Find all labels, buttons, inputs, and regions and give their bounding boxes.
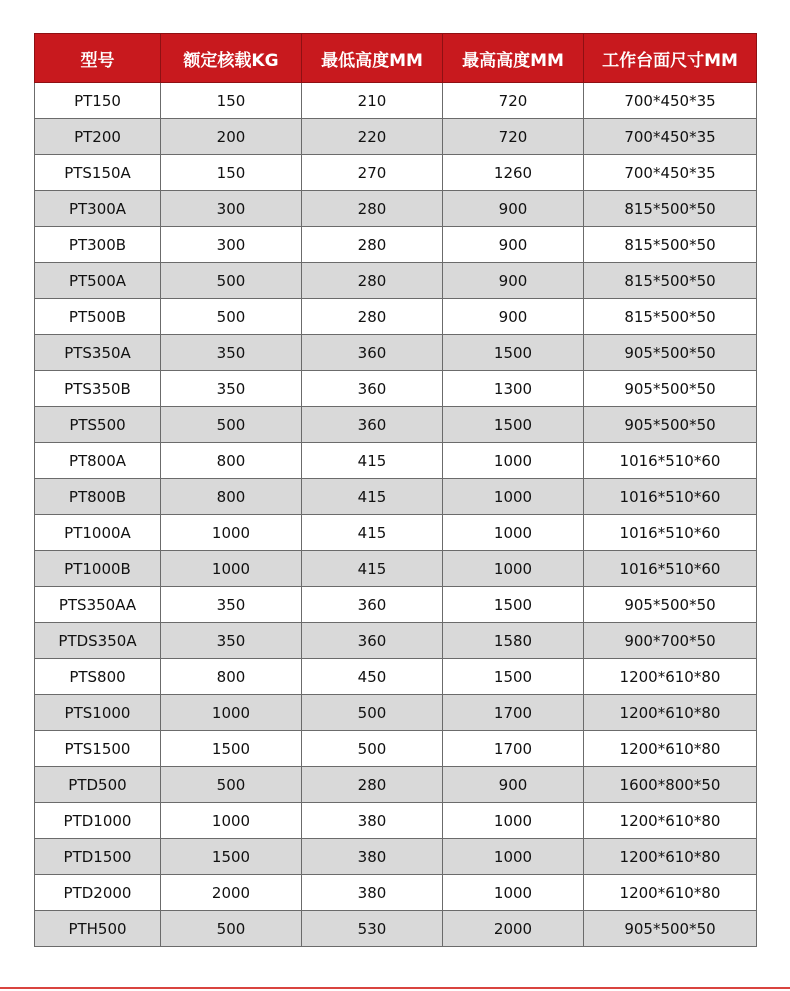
cell-min-height: 270 xyxy=(302,155,443,191)
cell-min-height: 380 xyxy=(302,803,443,839)
cell-model: PT800B xyxy=(35,479,161,515)
cell-min-height: 415 xyxy=(302,443,443,479)
cell-max-height: 1000 xyxy=(443,443,584,479)
cell-min-height: 280 xyxy=(302,191,443,227)
table-row xyxy=(35,155,757,191)
cell-rated-load: 500 xyxy=(161,767,302,803)
cell-model: PTS500 xyxy=(35,407,161,443)
cell-max-height: 1000 xyxy=(443,803,584,839)
cell-max-height: 1580 xyxy=(443,623,584,659)
cell-max-height: 900 xyxy=(443,767,584,803)
cell-max-height: 1500 xyxy=(443,407,584,443)
cell-model: PTDS350A xyxy=(35,623,161,659)
cell-rated-load: 500 xyxy=(161,263,302,299)
cell-platform-size: 1200*610*80 xyxy=(584,803,757,839)
cell-model: PTS1000 xyxy=(35,695,161,731)
cell-platform-size: 815*500*50 xyxy=(584,227,757,263)
table-body xyxy=(35,83,757,947)
table-header xyxy=(35,34,757,83)
cell-model: PT500B xyxy=(35,299,161,335)
cell-model: PT200 xyxy=(35,119,161,155)
cell-max-height: 720 xyxy=(443,119,584,155)
cell-max-height: 1000 xyxy=(443,839,584,875)
cell-min-height: 530 xyxy=(302,911,443,947)
cell-platform-size: 905*500*50 xyxy=(584,407,757,443)
cell-rated-load: 800 xyxy=(161,659,302,695)
header-rated-load: 额定核载KG xyxy=(161,34,302,83)
cell-platform-size: 815*500*50 xyxy=(584,263,757,299)
cell-max-height: 900 xyxy=(443,227,584,263)
cell-rated-load: 150 xyxy=(161,155,302,191)
table-row xyxy=(35,335,757,371)
cell-rated-load: 300 xyxy=(161,227,302,263)
table-row xyxy=(35,911,757,947)
cell-min-height: 450 xyxy=(302,659,443,695)
cell-platform-size: 1016*510*60 xyxy=(584,515,757,551)
cell-model: PTS800 xyxy=(35,659,161,695)
cell-platform-size: 700*450*35 xyxy=(584,83,757,119)
cell-model: PTD2000 xyxy=(35,875,161,911)
cell-max-height: 1000 xyxy=(443,875,584,911)
cell-rated-load: 1000 xyxy=(161,803,302,839)
cell-rated-load: 500 xyxy=(161,407,302,443)
cell-model: PT800A xyxy=(35,443,161,479)
table-row xyxy=(35,551,757,587)
cell-max-height: 2000 xyxy=(443,911,584,947)
table-row xyxy=(35,623,757,659)
cell-rated-load: 350 xyxy=(161,587,302,623)
cell-model: PT300B xyxy=(35,227,161,263)
table-row xyxy=(35,587,757,623)
cell-model: PT500A xyxy=(35,263,161,299)
cell-max-height: 1260 xyxy=(443,155,584,191)
cell-platform-size: 700*450*35 xyxy=(584,155,757,191)
table-row xyxy=(35,515,757,551)
cell-platform-size: 815*500*50 xyxy=(584,191,757,227)
table-row xyxy=(35,443,757,479)
cell-platform-size: 700*450*35 xyxy=(584,119,757,155)
cell-max-height: 1000 xyxy=(443,551,584,587)
cell-min-height: 220 xyxy=(302,119,443,155)
cell-model: PTS150A xyxy=(35,155,161,191)
cell-platform-size: 1016*510*60 xyxy=(584,551,757,587)
cell-platform-size: 1200*610*80 xyxy=(584,659,757,695)
cell-platform-size: 905*500*50 xyxy=(584,911,757,947)
cell-max-height: 1500 xyxy=(443,587,584,623)
spec-table xyxy=(34,33,757,947)
cell-platform-size: 1016*510*60 xyxy=(584,479,757,515)
cell-min-height: 360 xyxy=(302,371,443,407)
cell-platform-size: 900*700*50 xyxy=(584,623,757,659)
cell-rated-load: 300 xyxy=(161,191,302,227)
table-row xyxy=(35,83,757,119)
cell-rated-load: 800 xyxy=(161,479,302,515)
cell-model: PT300A xyxy=(35,191,161,227)
cell-rated-load: 1000 xyxy=(161,515,302,551)
cell-model: PTS1500 xyxy=(35,731,161,767)
table-row xyxy=(35,263,757,299)
table-row xyxy=(35,227,757,263)
cell-max-height: 900 xyxy=(443,191,584,227)
table-row xyxy=(35,875,757,911)
table-row xyxy=(35,731,757,767)
cell-model: PTS350AA xyxy=(35,587,161,623)
cell-max-height: 1300 xyxy=(443,371,584,407)
cell-platform-size: 1200*610*80 xyxy=(584,731,757,767)
cell-min-height: 360 xyxy=(302,623,443,659)
cell-platform-size: 1600*800*50 xyxy=(584,767,757,803)
cell-min-height: 280 xyxy=(302,263,443,299)
cell-model: PT1000B xyxy=(35,551,161,587)
cell-max-height: 900 xyxy=(443,263,584,299)
cell-min-height: 415 xyxy=(302,479,443,515)
cell-min-height: 380 xyxy=(302,875,443,911)
cell-platform-size: 1200*610*80 xyxy=(584,875,757,911)
cell-rated-load: 1000 xyxy=(161,551,302,587)
table-row xyxy=(35,839,757,875)
cell-min-height: 210 xyxy=(302,83,443,119)
header-min-height: 最低高度MM xyxy=(302,34,443,83)
cell-min-height: 280 xyxy=(302,767,443,803)
header-row xyxy=(35,34,757,83)
cell-platform-size: 1200*610*80 xyxy=(584,839,757,875)
cell-min-height: 280 xyxy=(302,299,443,335)
table-row xyxy=(35,119,757,155)
cell-min-height: 280 xyxy=(302,227,443,263)
cell-min-height: 415 xyxy=(302,515,443,551)
cell-platform-size: 905*500*50 xyxy=(584,371,757,407)
cell-rated-load: 800 xyxy=(161,443,302,479)
cell-model: PT150 xyxy=(35,83,161,119)
cell-max-height: 1000 xyxy=(443,479,584,515)
table-row xyxy=(35,371,757,407)
cell-rated-load: 150 xyxy=(161,83,302,119)
cell-max-height: 1700 xyxy=(443,695,584,731)
cell-max-height: 1500 xyxy=(443,335,584,371)
cell-min-height: 360 xyxy=(302,587,443,623)
cell-min-height: 500 xyxy=(302,695,443,731)
cell-platform-size: 1016*510*60 xyxy=(584,443,757,479)
table-row xyxy=(35,407,757,443)
cell-rated-load: 350 xyxy=(161,623,302,659)
table-row xyxy=(35,695,757,731)
cell-rated-load: 350 xyxy=(161,371,302,407)
cell-platform-size: 905*500*50 xyxy=(584,587,757,623)
cell-min-height: 380 xyxy=(302,839,443,875)
cell-platform-size: 905*500*50 xyxy=(584,335,757,371)
cell-max-height: 1000 xyxy=(443,515,584,551)
footer-divider xyxy=(0,987,790,989)
cell-max-height: 1700 xyxy=(443,731,584,767)
cell-min-height: 360 xyxy=(302,407,443,443)
table-row xyxy=(35,299,757,335)
cell-rated-load: 1000 xyxy=(161,695,302,731)
table-row xyxy=(35,803,757,839)
cell-model: PTS350A xyxy=(35,335,161,371)
cell-max-height: 1500 xyxy=(443,659,584,695)
cell-model: PTS350B xyxy=(35,371,161,407)
cell-min-height: 415 xyxy=(302,551,443,587)
cell-rated-load: 1500 xyxy=(161,839,302,875)
cell-rated-load: 500 xyxy=(161,299,302,335)
table-row xyxy=(35,191,757,227)
header-platform-size: 工作台面尺寸MM xyxy=(584,34,757,83)
cell-model: PT1000A xyxy=(35,515,161,551)
cell-rated-load: 1500 xyxy=(161,731,302,767)
header-model: 型号 xyxy=(35,34,161,83)
cell-min-height: 500 xyxy=(302,731,443,767)
cell-platform-size: 1200*610*80 xyxy=(584,695,757,731)
cell-rated-load: 350 xyxy=(161,335,302,371)
cell-model: PTD500 xyxy=(35,767,161,803)
cell-rated-load: 200 xyxy=(161,119,302,155)
cell-max-height: 900 xyxy=(443,299,584,335)
cell-min-height: 360 xyxy=(302,335,443,371)
cell-model: PTH500 xyxy=(35,911,161,947)
table-row xyxy=(35,479,757,515)
cell-model: PTD1000 xyxy=(35,803,161,839)
cell-rated-load: 2000 xyxy=(161,875,302,911)
header-max-height: 最高高度MM xyxy=(443,34,584,83)
cell-rated-load: 500 xyxy=(161,911,302,947)
cell-max-height: 720 xyxy=(443,83,584,119)
cell-platform-size: 815*500*50 xyxy=(584,299,757,335)
cell-model: PTD1500 xyxy=(35,839,161,875)
table-row xyxy=(35,767,757,803)
table-row xyxy=(35,659,757,695)
